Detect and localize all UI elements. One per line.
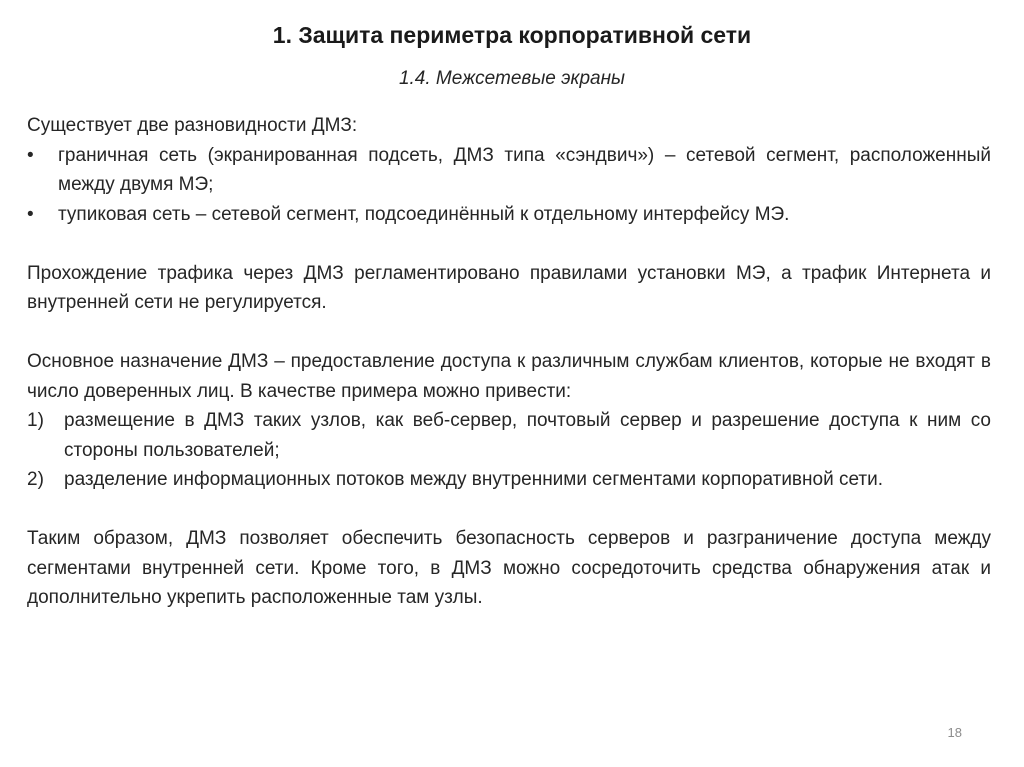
number-marker: 1) xyxy=(27,410,44,431)
spacer xyxy=(27,318,991,348)
intro-text: Существует две разновидности ДМЗ: xyxy=(27,115,358,136)
bullet-marker: • xyxy=(27,144,34,166)
spacer xyxy=(27,495,991,525)
list-item-text: граничная сеть (экранированная подсеть, ДМЗ типа «сэндвич») – сетевой сегмент, расположенный между двумя МЭ; xyxy=(58,144,991,195)
page-number: 18 xyxy=(947,725,962,740)
list-item-text: размещение в ДМЗ таких узлов, как веб-сервер, почтовый сервер и разрешение доступа к ним со стороны пользователей; xyxy=(64,410,991,461)
list-item xyxy=(27,465,991,495)
list-item xyxy=(27,141,991,200)
purpose-paragraph: Основное назначение ДМЗ – предоставление доступа к различным службам клиентов, которые не входят в число доверенных лиц. В качестве примера можно привести: xyxy=(27,351,991,402)
slide-title: 1. Защита периметра корпоративной сети xyxy=(272,22,752,48)
list-item xyxy=(27,406,991,465)
slide-subtitle: 1.4. Межсетевые экраны xyxy=(398,68,626,89)
dmz-types-list xyxy=(27,141,991,230)
spacer xyxy=(27,229,991,259)
slide-content xyxy=(27,111,991,613)
bullet-marker: • xyxy=(27,203,34,225)
list-item-text: разделение информационных потоков между внутренними сегментами корпоративной сети. xyxy=(64,469,884,490)
conclusion-paragraph: Таким образом, ДМЗ позволяет обеспечить безопасность серверов и разграничение доступа между сегментами внутренней сети. Кроме того, в ДМЗ можно сосредоточить средства обнаружения атак и дополнительно укрепить расположенные там узлы. xyxy=(27,528,991,608)
list-item xyxy=(27,200,991,230)
traffic-paragraph: Прохождение трафика через ДМЗ регламентировано правилами установки МЭ, а трафик Интернета и внутренней сети не регулируется. xyxy=(27,262,991,313)
list-item-text: тупиковая сеть – сетевой сегмент, подсоединённый к отдельному интерфейсу МЭ. xyxy=(58,203,790,225)
number-marker: 2) xyxy=(27,469,44,490)
examples-list xyxy=(27,406,991,495)
